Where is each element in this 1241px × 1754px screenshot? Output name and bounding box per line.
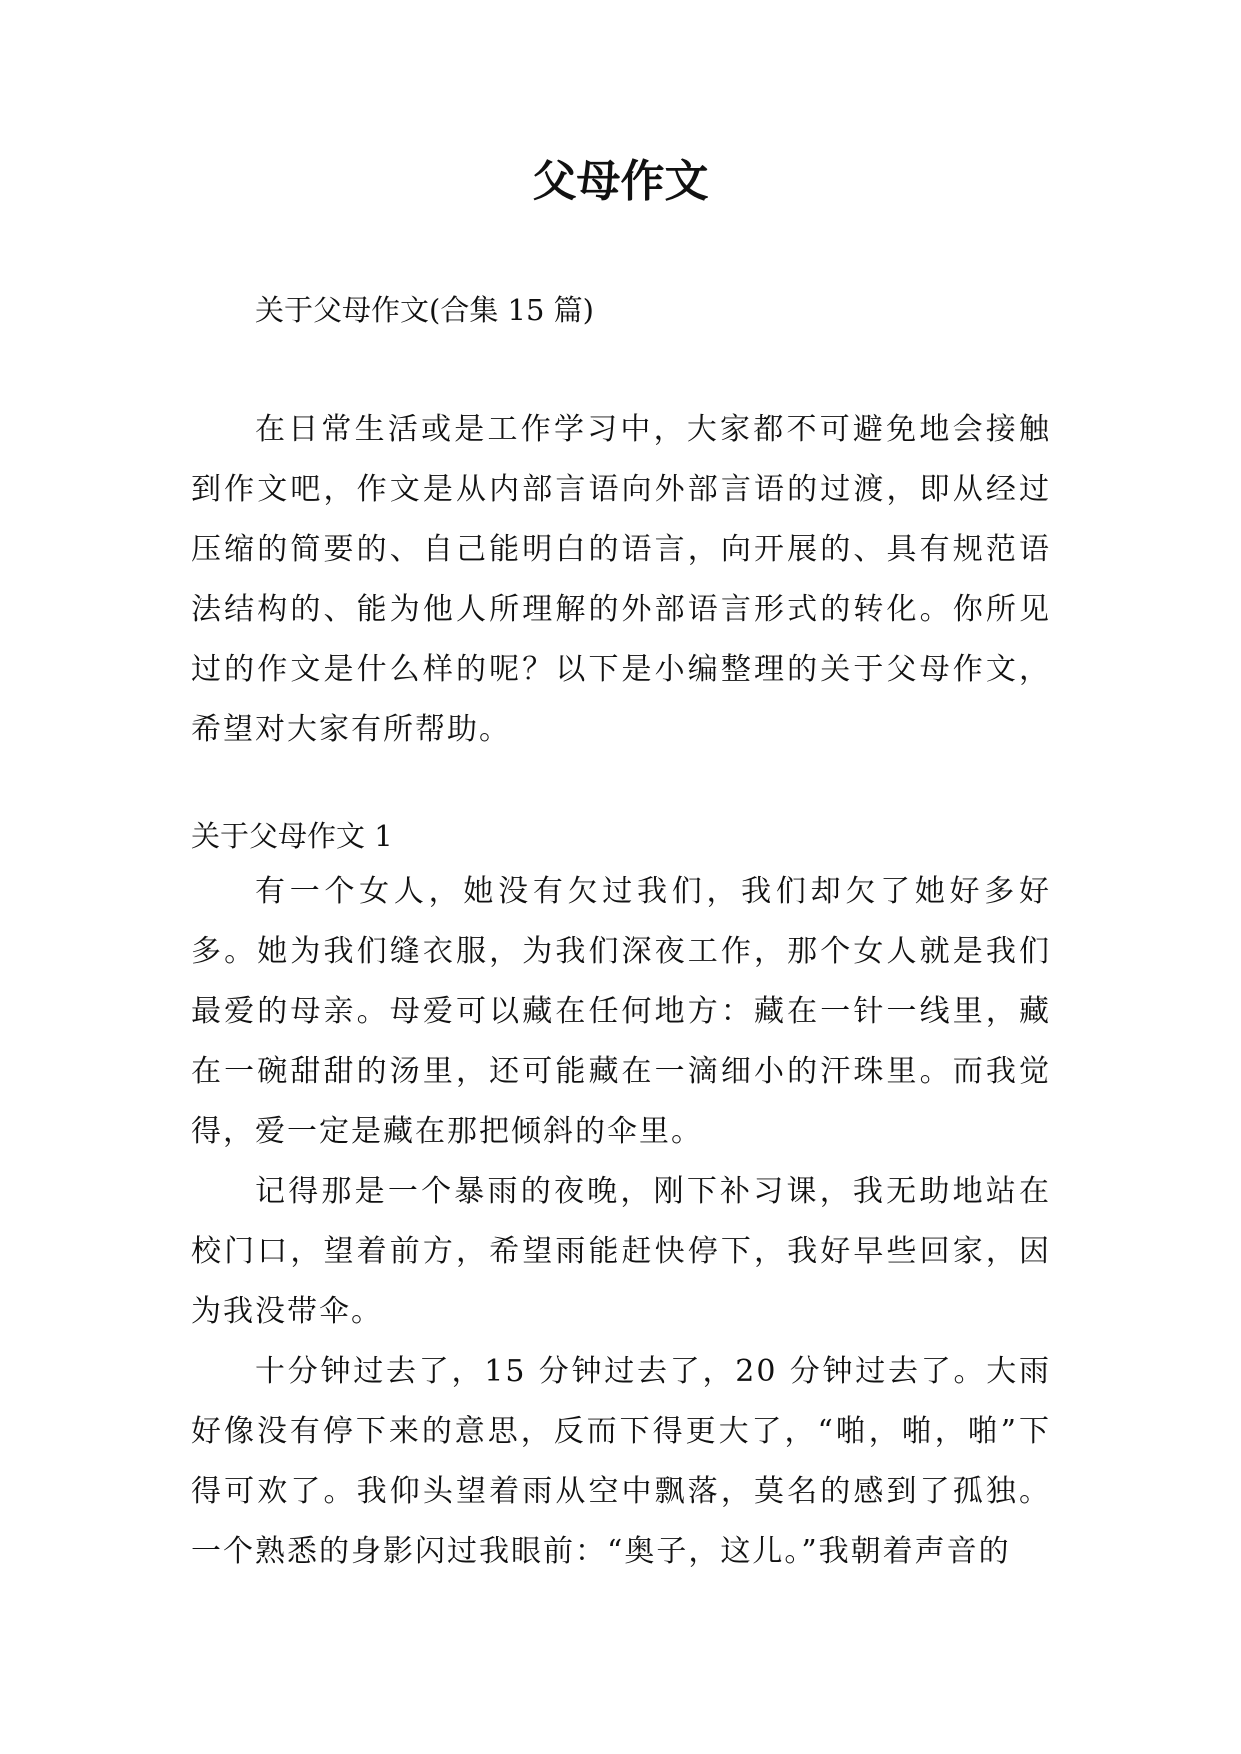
intro-paragraph: 在日常生活或是工作学习中，大家都不可避免地会接触到作文吧，作文是从内部言语向外部言语的过渡，即从经过压缩的简要的、自己能明白的语言，向开展的、具有规范语法结构的、能为他人所理解的外部语言形式的转化。你所见过的作文是什么样的呢？以下是小编整理的关于父母作文，希望对大家有所帮助。	[191, 412, 1051, 747]
document-title: 父母作文	[532, 156, 709, 207]
section-title: 关于父母作文 1	[191, 819, 393, 853]
body-paragraph: 记得那是一个暴雨的夜晚，刚下补习课，我无助地站在校门口，望着前方，希望雨能赶快停下，我好早些回家，因为我没带伞。	[191, 1174, 1051, 1329]
body-paragraph: 有一个女人，她没有欠过我们，我们却欠了她好多好多。她为我们缝衣服，为我们深夜工作，那个女人就是我们最爱的母亲。母爱可以藏在任何地方：藏在一针一线里，藏在一碗甜甜的汤里，还可能藏在一滴细小的汗珠里。而我觉得，爱一定是藏在那把倾斜的伞里。	[191, 874, 1051, 1149]
document-subtitle: 关于父母作文(合集 15 篇)	[255, 293, 594, 327]
body-paragraph: 十分钟过去了，15 分钟过去了，20 分钟过去了。大雨好像没有停下来的意思，反而下得更大了，“啪，啪，啪”下得可欢了。我仰头望着雨从空中飘落，莫名的感到了孤独。一个熟悉的身影闪过我眼前：“奥子，这儿。”我朝着声音的	[191, 1354, 1051, 1569]
